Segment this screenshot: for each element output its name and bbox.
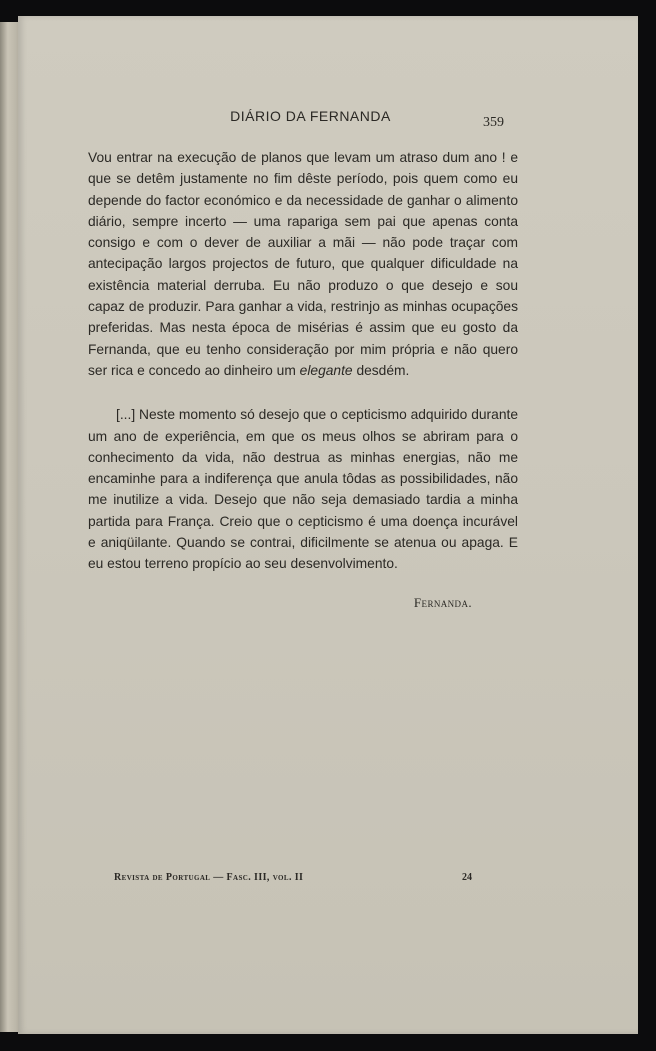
body-text: [88, 147, 518, 575]
paragraph-1: [88, 147, 518, 381]
signature: Fernanda.: [413, 595, 472, 610]
emphasis-word: elegante: [299, 362, 353, 378]
book-page: [18, 16, 638, 1034]
running-title: DIÁRIO DA FERNANDA: [230, 108, 391, 124]
signature-mark: 24: [462, 872, 472, 883]
paragraph-1-text: Vou entrar na execução de planos que levam um atraso dum ano ! e que se detêm justamente no fim dêste período, pois quem como eu depende do factor económico e da necessidade de ganhar o alimento diário, sempre incerto — uma rapariga sem pai que apenas conta consigo e com o dever de auxiliar a mãi — não pode traçar com antecipação largos projectos de futuro, que qualquer dificuldade na existência material derruba. Eu não produzo o que desejo e sou capaz de produzir. Para ganhar a vida, restrinjo as minhas ocupações preferidas. Mas nesta época de misérias é assim que eu gosto da Fernanda, que eu tenho consideração por mim própria e não quero ser rica e concedo ao dinheiro um: [88, 150, 518, 378]
paragraph-2: [...] Neste momento só desejo que o cepticismo adquirido durante um ano de experiência, em que os meus olhos se abriram para o conhecimento da vida, não destrua as minhas energias, não me encaminhe para a indiferença que anula tôdas as possibilidades, não me inutilize a vida. Desejo que não seja demasiado tardia a minha partida para França. Creio que o cepticismo é uma doença incurável e aniqüilante. Quando se contrai, dificilmente se atenua ou apaga. E eu estou terreno propício ao seu desenvolvimento.: [88, 407, 518, 572]
journal-footer: Revista de Portugal — Fasc. III, vol. II: [114, 872, 304, 883]
page-number: 359: [483, 115, 504, 130]
paragraph-1-end: desdém.: [352, 362, 410, 378]
